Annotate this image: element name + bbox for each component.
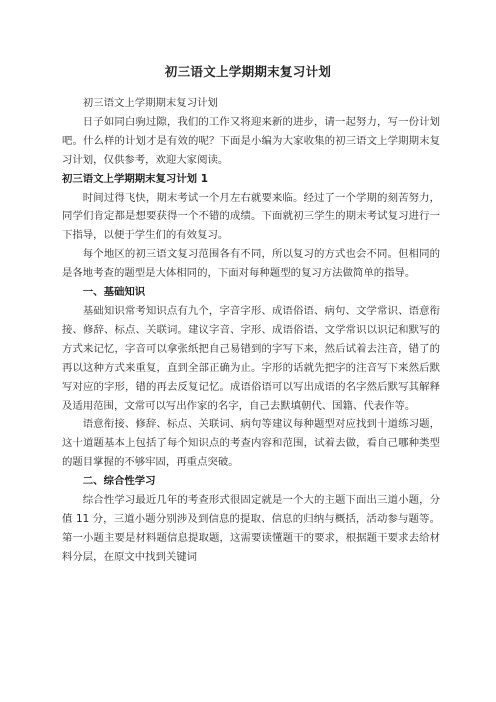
document-body [62,94,440,567]
section-heading: 一、基础知识 [82,286,146,299]
body-paragraph: 初三语文上学期期末复习计划 [82,97,218,109]
body-paragraph: 基础知识常考知识点有九个，字音字形、成语俗语、病句、文学常识、语意衔接、修辞、标点、关联词。建议字音、字形、成语俗语、文学常识以识记和默写的方式来记忆，字音可以拿张纸把自己易错到的字写下来，然后试着去注音，错了的再以这种方式来重复，直到全部正确为止。字形的话就先把字的注音写下来然后默写对应的字形，错的再去反复记忆。成语俗语可以写出成语的名字然后默写其解释及适用范围，文常可以写出作家的名字，自己去默填朝代、国籍、代表作等。 [62,304,440,412]
section-subtitle: 初三语文上学期期末复习计划 1 [62,172,208,185]
body-paragraph: 日子如同白驹过隙，我们的工作又将迎来新的进步，请一起努力，写一份计划吧。什么样的计划才是有效的呢？下面是小编为大家收集的初三语文上学期期末复习计划，仅供参考，欢迎大家阅读。 [62,115,440,166]
body-paragraph: 综合性学习最近几年的考查形式很固定就是一个大的主题下面出三道小题，分值 11 分，三道小题分别涉及到信息的提取、信息的归纳与概括，活动参与题等。第一小题主要是材料题信息提取题，这需要读懂题干的要求，根据题干要求去给材料分层，在原文中找到关键词 [62,494,440,563]
body-paragraph: 语意衔接、修辞、标点、关联词、病句等建议每种题型对应找到十道练习题，这十道题基本上包括了每个知识点的考查内容和范围，试着去做，看自己哪种类型的题目掌握的不够牢固，再重点突破。 [62,418,440,469]
body-paragraph: 每个地区的初三语文复习范围各有不同，所以复习的方式也会不同。但相同的是各地考查的题型是大体相同的，下面对每种题型的复习方法做简单的指导。 [62,248,440,280]
section-heading: 二、综合性学习 [82,475,156,488]
body-paragraph: 时间过得飞快，期末考试一个月左右就要来临。经过了一个学期的刻苦努力，同学们肯定都是想要获得一个不错的成绩。下面就初三学生的期末考试复习进行一下指导，以便于学生们的有效复习。 [62,191,440,242]
page-title: 初三语文上学期期末复习计划 [164,64,332,79]
